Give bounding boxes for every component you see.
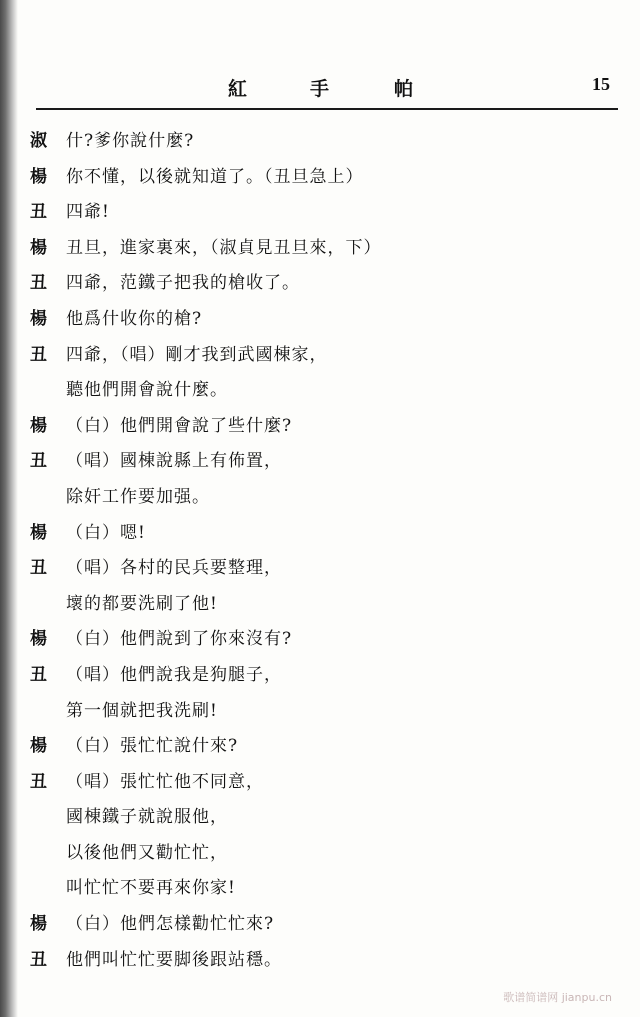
dialogue-text: （唱）各村的民兵要整理， <box>66 558 282 579</box>
speaker-label: 丑 <box>30 664 47 685</box>
speaker-label: 楊 <box>30 736 47 757</box>
speaker-label: 丑 <box>30 558 47 579</box>
speaker-label: 楊 <box>30 308 47 329</box>
dialogue-text: 什?爹你說什麼? <box>66 131 195 151</box>
script-line <box>0 551 640 587</box>
speaker-label: 丑 <box>30 273 47 294</box>
speaker-label: 楊 <box>30 522 47 543</box>
speaker-label: 淑 <box>30 131 47 151</box>
title-char-3: 帕 <box>394 78 414 100</box>
speaker-label: 丑 <box>30 451 47 472</box>
script-line <box>0 373 640 409</box>
speaker-label: 丑 <box>30 771 47 792</box>
title-char-2: 手 <box>310 78 330 100</box>
speaker-label: 楊 <box>30 914 47 935</box>
script-line <box>0 444 640 480</box>
dialogue-text: 第一個就把我洗刷! <box>66 700 218 721</box>
script-line <box>0 124 640 160</box>
dialogue-text: （唱）國棟說縣上有佈置， <box>66 451 282 472</box>
script-line <box>0 729 640 765</box>
title-char-1: 紅 <box>228 78 248 100</box>
dialogue-text: 丑旦，進家裏來，（淑貞見丑旦來，下） <box>66 237 382 258</box>
dialogue-text: 叫忙忙不要再來你家! <box>66 878 236 899</box>
script-line <box>0 480 640 516</box>
dialogue-text: 他爲什收你的槍? <box>66 308 203 329</box>
script-line <box>0 943 640 979</box>
dialogue-text: （唱）他們說我是狗腿子， <box>66 664 282 685</box>
dialogue-text: （白）他們開會說了些什麼? <box>66 415 293 436</box>
dialogue-text: 聽他們開會說什麼。 <box>66 380 228 401</box>
script-line <box>0 765 640 801</box>
dialogue-text: （白）嗯! <box>66 522 146 543</box>
dialogue-text: 除奸工作要加强。 <box>66 486 210 507</box>
script-line <box>0 195 640 231</box>
script-line <box>0 907 640 943</box>
script-line <box>0 587 640 623</box>
script-body <box>0 124 640 978</box>
script-line <box>0 409 640 445</box>
script-line <box>0 516 640 552</box>
speaker-label: 丑 <box>30 202 47 223</box>
site-watermark: 歌谱简谱网 jianpu.cn <box>503 991 612 1004</box>
header-rule <box>36 108 618 110</box>
script-line <box>0 338 640 374</box>
script-line <box>0 694 640 730</box>
dialogue-text: 四爺! <box>66 202 110 223</box>
dialogue-text: （唱）張忙忙他不同意， <box>66 771 264 792</box>
script-line <box>0 231 640 267</box>
script-line <box>0 302 640 338</box>
speaker-label: 楊 <box>30 415 47 436</box>
dialogue-text: 壞的都要洗刷了他! <box>66 593 218 614</box>
speaker-label: 丑 <box>30 949 47 970</box>
dialogue-text: 以後他們又勸忙忙， <box>66 842 228 863</box>
dialogue-text: 四爺，（唱）剛才我到武國棟家， <box>66 344 328 365</box>
dialogue-text: （白）張忙忙說什來? <box>66 736 239 757</box>
speaker-label: 丑 <box>30 344 47 365</box>
dialogue-text: 四爺，范鐵子把我的槍收了。 <box>66 273 300 294</box>
dialogue-text: （白）他們說到了你來沒有? <box>66 629 293 650</box>
script-line <box>0 871 640 907</box>
speaker-label: 楊 <box>30 629 47 650</box>
page-number: 15 <box>592 74 610 94</box>
speaker-label: 楊 <box>30 237 47 258</box>
speaker-label: 楊 <box>30 166 47 187</box>
dialogue-text: 他們叫忙忙要脚後跟站穩。 <box>66 949 282 970</box>
script-line <box>0 160 640 196</box>
script-line <box>0 836 640 872</box>
script-line <box>0 658 640 694</box>
dialogue-text: 國棟鐵子就說服他， <box>66 807 228 828</box>
script-line <box>0 800 640 836</box>
script-line <box>0 622 640 658</box>
dialogue-text: 你不懂，以後就知道了。（丑旦急上） <box>66 166 364 187</box>
page-header <box>0 70 640 104</box>
dialogue-text: （白）他們怎樣勸忙忙來? <box>66 914 275 935</box>
script-line <box>0 266 640 302</box>
